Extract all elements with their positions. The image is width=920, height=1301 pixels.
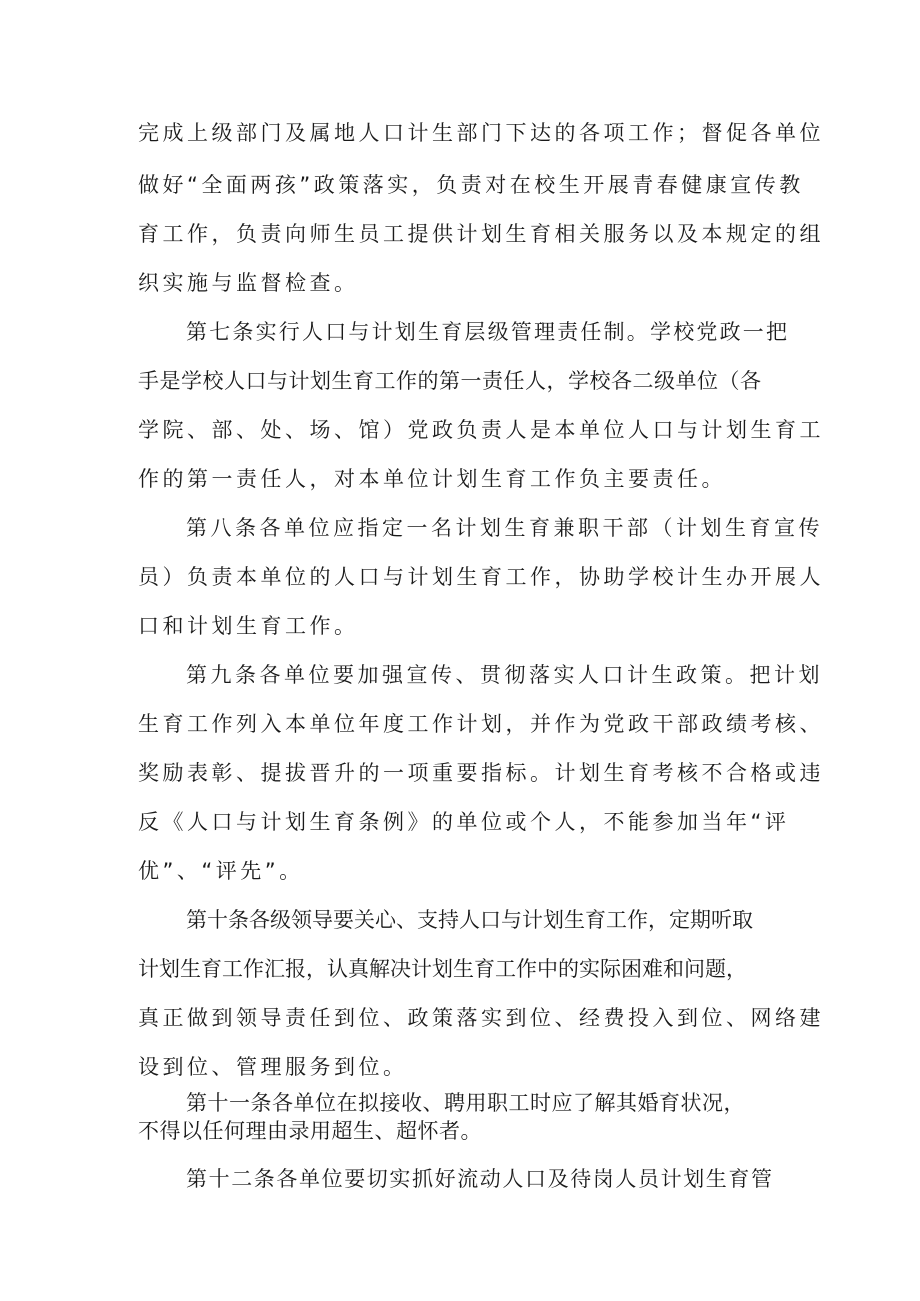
text-line: 做好“全面两孩”政策落实，负责对在校生开展青春健康宣传教 [138, 173, 804, 197]
paragraph-first-line: 第九条各单位要加强宣传、贯彻落实人口计生政策。把计划 [186, 663, 823, 687]
paragraph-first-line: 第七条实行人口与计划生育层级管理责任制。学校党政一把 [186, 320, 790, 344]
text-line: 员）负责本单位的人口与计划生育工作，协助学校计生办开展人 [138, 565, 824, 589]
text-line: 完成上级部门及属地人口计生部门下达的各项工作；督促各单位 [138, 121, 824, 145]
text-line: 奖励表彰、提拔晋升的一项重要指标。计划生育考核不合格或违 [138, 761, 824, 785]
text-line: 设到位、管理服务到位。 [138, 1055, 408, 1079]
text-line: 口和计划生育工作。 [138, 614, 359, 638]
text-line: 不得以任何理由录用超生、超怀者。 [138, 1119, 482, 1143]
text-line: 育工作，负责向师生员工提供计划生育相关服务以及本规定的组 [138, 222, 824, 246]
text-line: 优”、“评先”。 [138, 859, 304, 883]
paragraph-first-line: 第十条各级领导要关心、支持人口与计划生育工作，定期听取 [186, 908, 753, 932]
text-line: 生育工作列入本单位年度工作计划，并作为党政干部政绩考核、 [138, 712, 824, 736]
text-line: 织实施与监督检查。 [138, 271, 359, 295]
text-line: 真正做到领导责任到位、政策落实到位、经费投入到位、网络建 [138, 1006, 824, 1030]
text-line: 反《人口与计划生育条例》的单位或个人，不能参加当年“评 [138, 810, 790, 834]
text-line: 作的第一责任人，对本单位计划生育工作负主要责任。 [138, 467, 726, 491]
text-line: 学院、部、处、场、馆）党政负责人是本单位人口与计划生育工 [138, 418, 824, 442]
paragraph-first-line: 第八条各单位应指定一名计划生育兼职干部（计划生育宣传 [186, 516, 823, 540]
text-line: 手是学校人口与计划生育工作的第一责任人，学校各二级单位（各 [138, 369, 762, 393]
text-line: 计划生育工作汇报，认真解决计划生育工作中的实际困难和问题， [138, 957, 747, 981]
paragraph-first-line: 第十二条各单位要切实抓好流动人口及待岗人员计划生育管 [186, 1167, 774, 1191]
paragraph-first-line: 第十一条各单位在拟接收、聘用职工时应了解其婚育状况， [186, 1091, 745, 1115]
